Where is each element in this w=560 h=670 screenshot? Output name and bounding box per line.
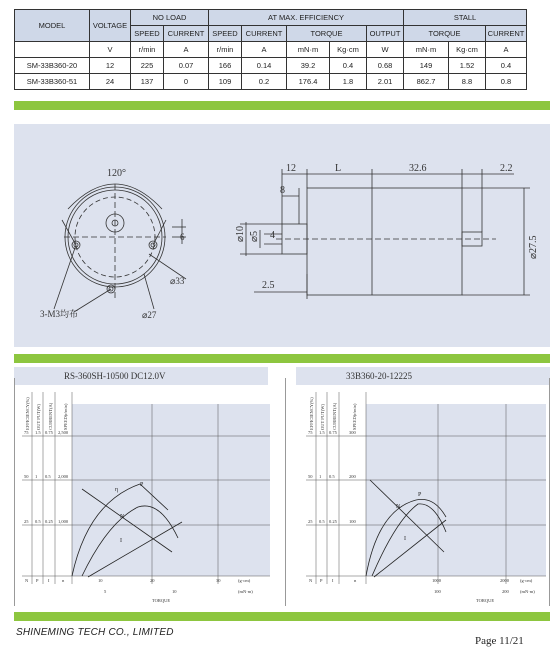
sub-header: SPEED [131, 26, 164, 42]
unit-cell: Kg·cm [330, 42, 367, 58]
table-row [15, 58, 527, 74]
bottom-key: N [309, 578, 313, 583]
dim-5: ⌀5 [249, 230, 260, 242]
torque-tick: 2000 [500, 578, 509, 583]
motor-drawing [14, 124, 550, 347]
row-value: 0.75 [329, 430, 337, 435]
bottom-key: P [320, 578, 323, 583]
table-cell: 39.2 [287, 58, 330, 74]
sub-header: TORQUE [404, 26, 486, 42]
dim-angle: 120° [107, 168, 126, 179]
page-number: Page 11/21 [475, 635, 524, 647]
torque-label: TORQUE [476, 598, 495, 603]
plot-area [366, 404, 546, 576]
bottom-key: n [354, 578, 357, 583]
curve-label: η [115, 487, 119, 493]
dim-33: ⌀33 [170, 276, 185, 286]
unit-cell: A [242, 42, 287, 58]
bottom-key: N [25, 578, 29, 583]
col-label: CURRENT(A) [48, 402, 53, 430]
sub-header: CURRENT [486, 26, 527, 42]
unit-cell: r/min [131, 42, 164, 58]
right-chart-title: 33B360-20-12225 [296, 367, 550, 385]
table-cell: 149 [404, 58, 449, 74]
row-value: 75 [24, 430, 29, 435]
row-value: 0.25 [329, 519, 337, 524]
row-value: 0.75 [45, 430, 53, 435]
torque-unit: (g·cm) [520, 578, 533, 583]
row-value: 1 [319, 474, 322, 479]
row-value: 25 [308, 519, 313, 524]
dim-L: L [335, 163, 342, 174]
curve-label: I [120, 538, 122, 544]
sub-header: OUTPUT [367, 26, 404, 42]
table-cell: 137 [131, 74, 164, 90]
bottom-key: P [36, 578, 39, 583]
bottom-key: I [48, 578, 50, 583]
table-cell: 0.4 [486, 58, 527, 74]
curve-label: N [396, 504, 401, 510]
bottom-key: n [62, 578, 65, 583]
dim-27-5: ⌀27.5 [528, 235, 539, 259]
table-cell: 1.52 [449, 58, 486, 74]
model-header: MODEL [15, 10, 90, 42]
torque-tick: 10 [98, 578, 103, 583]
col-label: EFFICIENCY(%) [309, 397, 314, 430]
sub-header: TORQUE [287, 26, 367, 42]
dim-2-5: 2.5 [262, 280, 275, 291]
dim-32-6: 32.6 [409, 163, 427, 174]
table-cell: 862.7 [404, 74, 449, 90]
torque-tick: 100 [434, 589, 441, 594]
voltage-header: VOLTAGE [90, 10, 131, 42]
curve-label: N [120, 514, 125, 520]
divider-bar [14, 354, 550, 363]
unit-cell: mN·m [287, 42, 330, 58]
divider-bar [14, 101, 550, 110]
bottom-key: I [332, 578, 334, 583]
dim-27: ⌀27 [142, 310, 157, 320]
sub-header: CURRENT [242, 26, 287, 42]
row-value: 200 [349, 474, 356, 479]
dim-8: 8 [280, 185, 285, 196]
row-value: 0.5 [45, 474, 51, 479]
torque-tick: 10 [172, 589, 177, 594]
dim-12: 12 [286, 163, 296, 174]
stall-header: STALL [404, 10, 527, 26]
table-cell: 0.14 [242, 58, 287, 74]
torque-unit: (mN·m) [238, 589, 253, 594]
row-value: 0.5 [319, 519, 325, 524]
table-cell: 0.68 [367, 58, 404, 74]
dim-4: 4 [270, 230, 275, 241]
divider-bar [14, 612, 550, 621]
table-cell: SM-33B360-20 [15, 58, 90, 74]
torque-tick: 200 [502, 589, 509, 594]
torque-tick: 30 [216, 578, 221, 583]
col-label: EFFICIENCY(%) [25, 397, 30, 430]
row-value: 1.5 [35, 430, 41, 435]
holes-note: 3-M3均布 [40, 309, 78, 319]
table-cell: 1.8 [330, 74, 367, 90]
row-value: 2,000 [58, 474, 69, 479]
row-value: 1.5 [319, 430, 325, 435]
spec-table [14, 9, 527, 90]
torque-tick: 5 [104, 589, 107, 594]
unit-cell: A [486, 42, 527, 58]
left-performance-chart [22, 392, 272, 606]
row-value: 100 [349, 519, 356, 524]
row-value: 300 [349, 430, 356, 435]
plot-area [72, 404, 270, 576]
table-cell: 166 [209, 58, 242, 74]
col-label: CURRENT(A) [332, 402, 337, 430]
table-cell: 2.01 [367, 74, 404, 90]
table-cell: 225 [131, 58, 164, 74]
row-value: 2,500 [58, 430, 69, 435]
dim-2-2: 2.2 [500, 163, 513, 174]
torque-tick: 1000 [432, 578, 441, 583]
table-cell: 8.8 [449, 74, 486, 90]
table-row [15, 74, 527, 90]
table-cell: 0.2 [242, 74, 287, 90]
sub-header: CURRENT [164, 26, 209, 42]
table-cell: 0.07 [164, 58, 209, 74]
table-cell: 0 [164, 74, 209, 90]
drawing-panel [14, 124, 550, 347]
unit-cell: W [367, 42, 404, 58]
units-row [15, 42, 527, 58]
table-cell: 176.4 [287, 74, 330, 90]
curve-label: P [140, 482, 144, 488]
unit-cell: mN·m [404, 42, 449, 58]
col-label: SPEED(r/min) [352, 403, 357, 430]
row-value: 75 [308, 430, 313, 435]
table-cell: 24 [90, 74, 131, 90]
torque-unit: (mN·m) [520, 589, 535, 594]
col-label: OUT PUT(W) [320, 403, 325, 430]
curve-label: I [404, 536, 406, 542]
table-cell: SM-33B360-51 [15, 74, 90, 90]
table-cell: 12 [90, 58, 131, 74]
row-value: 0.5 [329, 474, 335, 479]
row-value: 25 [24, 519, 29, 524]
no-load-header: NO LOAD [131, 10, 209, 26]
row-value: 1,000 [58, 519, 69, 524]
left-chart-title: RS-360SH-10500 DC12.0V [14, 367, 268, 385]
company-name: SHINEMING TECH CO., LIMITED [16, 627, 174, 638]
row-value: 0.5 [35, 519, 41, 524]
col-label: OUT PUT(W) [36, 403, 41, 430]
row-value: 1 [35, 474, 38, 479]
unit-cell: V [90, 42, 131, 58]
curve-label: P [418, 492, 422, 498]
dim-6: 6 [180, 232, 185, 242]
max-eff-header: AT MAX. EFFICIENCY [209, 10, 404, 26]
row-value: 50 [308, 474, 313, 479]
col-label: SPEED(r/min) [63, 403, 68, 430]
unit-cell: r/min [209, 42, 242, 58]
row-value: 0.25 [45, 519, 53, 524]
table-cell: 0.4 [330, 58, 367, 74]
torque-tick: 20 [150, 578, 155, 583]
table-cell: 109 [209, 74, 242, 90]
table-cell: 0.8 [486, 74, 527, 90]
unit-cell: Kg·cm [449, 42, 486, 58]
torque-label: TORQUE [152, 598, 171, 603]
row-value: 50 [24, 474, 29, 479]
dim-10: ⌀10 [235, 225, 246, 242]
torque-unit: (g·cm) [238, 578, 251, 583]
right-performance-chart [306, 392, 548, 606]
sub-header: SPEED [209, 26, 242, 42]
unit-cell: A [164, 42, 209, 58]
